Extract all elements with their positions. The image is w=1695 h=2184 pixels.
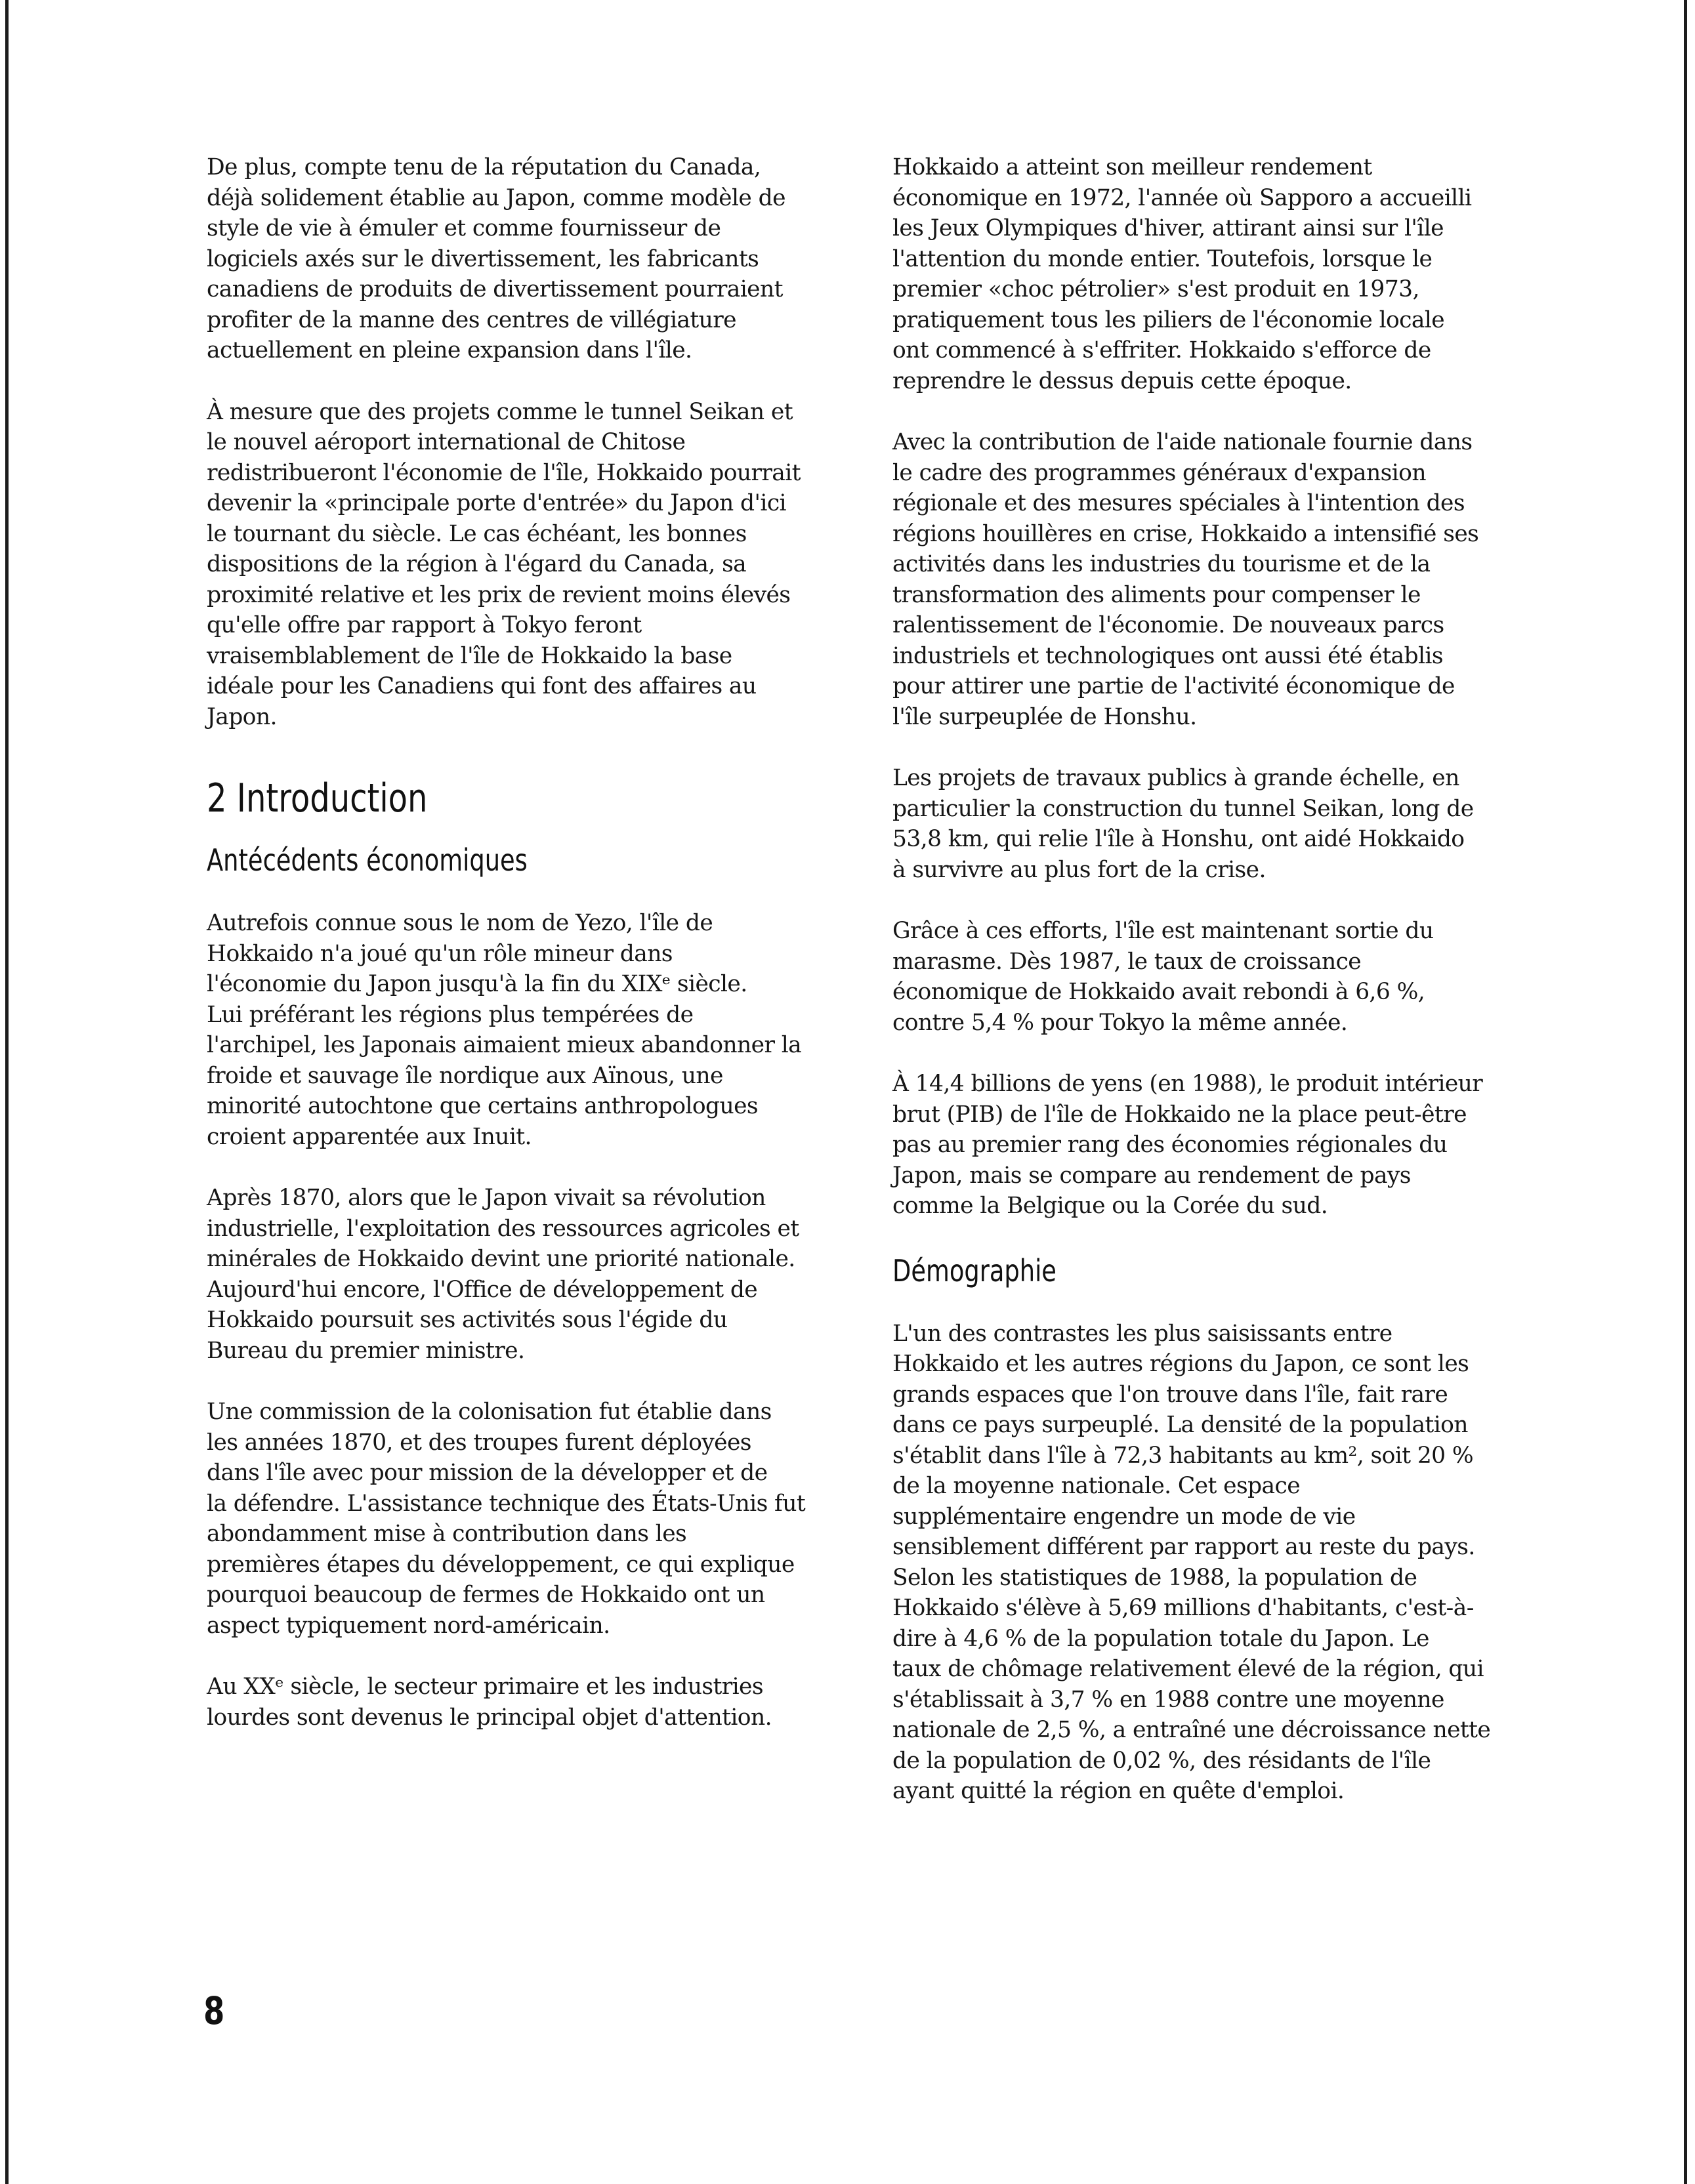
paragraph: Les projets de travaux publics à grande échelle, en particulier la construction du tunnel Seikan, long de 53,8 km, qui relie l'île à Honshu, ont aidé Hokkaido à survivre au plus fort de la crise. [892, 765, 1474, 883]
paragraph: Grâce à ces efforts, l'île est maintenant sortie du marasme. Dès 1987, le taux de croissance économique de Hokkaido avait rebondi à 6,6 %, contre 5,4 % pour Tokyo la même année. [892, 918, 1434, 1036]
left-column [207, 152, 866, 1763]
paragraph: À 14,4 billions de yens (en 1988), le produit intérieur brut (PIB) de l'île de Hokkaido ne la place peut-être pas au premier rang des économies régionales du Japon, mais se compare au rendement de pays comme la Belgique ou la Corée du sud. [892, 1071, 1483, 1219]
scan-edge-left [5, 0, 9, 2184]
page-number: 8 [203, 1988, 225, 2033]
paragraph: À mesure que des projets comme le tunnel Seikan et le nouvel aéroport international de Chitose redistribueront l'économie de l'île, Hokkaido pourrait devenir la «principale porte d'entrée» du Japon d'ici le tournant du siècle. Le cas échéant, les bonnes dispositions de la région à l'égard du Canada, sa proximité relative et les prix de revient moins élevés qu'elle offre par rapport à Tokyo feront vraisemblablement de l'île de Hokkaido la base idéale pour les Canadiens qui font des affaires au Japon. [207, 398, 801, 730]
subheading: Antécédents économiques [207, 842, 528, 878]
subheading: Démographie [892, 1252, 1057, 1288]
right-column [892, 152, 1529, 1838]
paragraph: Une commission de la colonisation fut établie dans les années 1870, et des troupes furent déployées dans l'île avec pour mission de la développer et de la défendre. L'assistance technique des États-Unis fut abondamment mise à contribution dans les premières étapes du développement, ce qui explique pourquoi beaucoup de fermes de Hokkaido ont un aspect typiquement nord-américain. [207, 1399, 806, 1639]
paragraph: De plus, compte tenu de la réputation du Canada, déjà solidement établie au Japon, comme modèle de style de vie à émuler et comme fournisseur de logiciels axés sur le divertissement, les fabricants canadiens de produits de divertissement pourraient profiter de la manne des centres de villégiature actuellement en pleine expansion dans l'île. [207, 154, 785, 363]
paragraph: Au XXᵉ siècle, le secteur primaire et les industries lourdes sont devenus le principal objet d'attention. [207, 1674, 772, 1731]
paragraph: Avec la contribution de l'aide nationale fournie dans le cadre des programmes généraux d'expansion régionale et des mesures spéciales à l'intention des régions houillères en crise, Hokkaido a intensifié ses activités dans les industries du tourisme et de la transformation des aliments pour compenser le ralentissement de l'économie. De nouveaux parcs industriels et technologiques ont aussi été établis pour attirer une partie de l'activité économique de l'île surpeuplée de Honshu. [892, 429, 1479, 730]
scan-edge-right [1684, 0, 1687, 2184]
paragraph: Hokkaido a atteint son meilleur rendement économique en 1972, l'année où Sapporo a accueilli les Jeux Olympiques d'hiver, attirant ainsi sur l'île l'attention du monde entier. Toutefois, lorsque le premier «choc pétrolier» s'est produit en 1973, pratiquement tous les piliers de l'économie locale ont commencé à s'effriter. Hokkaido s'efforce de reprendre le dessus depuis cette époque. [892, 154, 1472, 394]
paragraph: Après 1870, alors que le Japon vivait sa révolution industrielle, l'exploitation des ressources agricoles et minérales de Hokkaido devint une priorité nationale. Aujourd'hui encore, l'Office de développement de Hokkaido poursuit ses activités sous l'égide du Bureau du premier ministre. [207, 1185, 799, 1364]
paragraph: L'un des contrastes les plus saisissants entre Hokkaido et les autres régions du Japon, ce sont les grands espaces que l'on trouve dans l'île, fait rare dans ce pays surpeuplé. La densité de la population s'établit dans l'île à 72,3 habitants au km², soit 20 % de la moyenne nationale. Cet espace supplémentaire engendre un mode de vie sensiblement différent par rapport au reste du pays. Selon les statistiques de 1988, la population de Hokkaido s'élève à 5,69 millions d'habitants, c'est-à- dire à 4,6 % de la population totale du Japon. Le taux de chômage relativement élevé de la région, qui s'établissait à 3,7 % en 1988 contre une moyenne nationale de 2,5 %, a entraîné une décroissance nette de la population de 0,02 %, des résidants de l'île ayant quitté la région en quête d'emploi. [892, 1320, 1491, 1804]
section-heading: 2 Introduction [207, 775, 428, 821]
paragraph: Autrefois connue sous le nom de Yezo, l'île de Hokkaido n'a joué qu'un rôle mineur dans l'économie du Japon jusqu'à la fin du XIXᵉ siècle. Lui préférant les régions plus tempérées de l'archipel, les Japonais aimaient mieux abandonner la froide et sauvage île nordique aux Aïnous, une minorité autochtone que certains anthropologues croient apparentée aux Inuit. [207, 910, 802, 1150]
